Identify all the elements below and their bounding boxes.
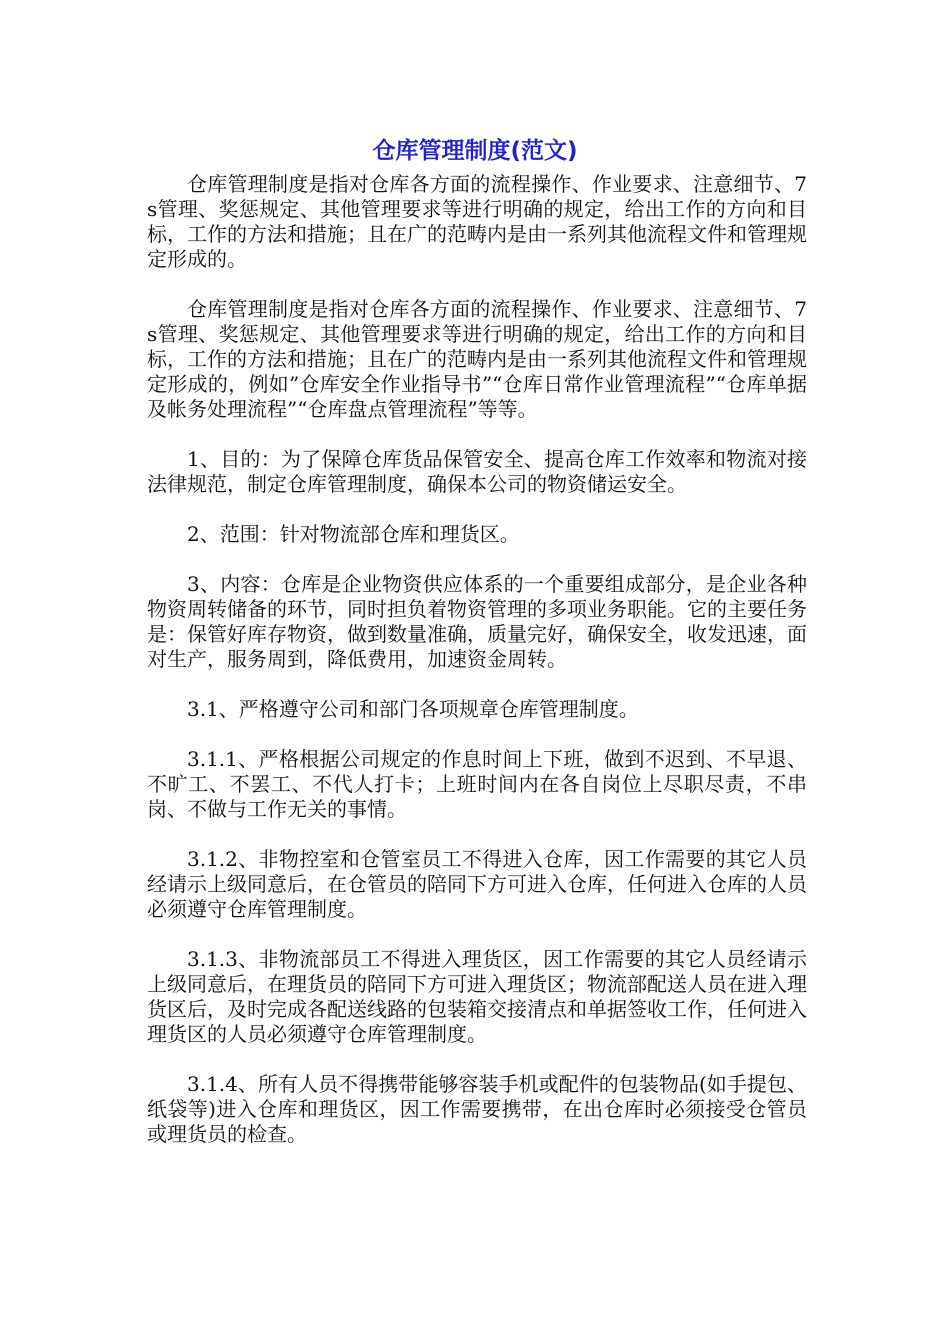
- paragraph-3-1-4: 3.1.4、所有人员不得携带能够容装手机或配件的包装物品(如手提包、纸袋等)进入仓库和理货区，因工作需要携带，在出仓库时必须接受仓管员或理货员的检查。: [147, 1072, 807, 1146]
- paragraph-3-1: 3.1、严格遵守公司和部门各项规章仓库管理制度。: [187, 697, 639, 721]
- paragraph-3-1-1: 3.1.1、严格根据公司规定的作息时间上下班，做到不迟到、不早退、不旷工、不罢工、不代人打卡；上班时间内在各自岗位上尽职尽责，不串岗、不做与工作无关的事情。: [147, 747, 807, 821]
- paragraph-content: 3、内容：仓库是企业物资供应体系的一个重要组成部分，是企业各种物资周转储备的环节，同时担负着物资管理的多项业务职能。它的主要任务是：保管好库存物资，做到数量准确，质量完好，确保安全，收发迅速，面对生产，服务周到，降低费用，加速资金周转。: [147, 572, 807, 671]
- paragraph-definition: 仓库管理制度是指对仓库各方面的流程操作、作业要求、注意细节、7s管理、奖惩规定、其他管理要求等进行明确的规定，给出工作的方向和目标，工作的方法和措施；且在广的范畴内是由一系列其他流程文件和管理规定形成的，例如”仓库安全作业指导书”“仓库日常作业管理流程”“仓库单据及帐务处理流程”“仓库盘点管理流程”等等。: [147, 297, 807, 421]
- paragraph-purpose: 1、目的：为了保障仓库货品保管安全、提高仓库工作效率和物流对接法律规范，制定仓库管理制度，确保本公司的物资储运安全。: [147, 447, 807, 496]
- paragraph-intro: 仓库管理制度是指对仓库各方面的流程操作、作业要求、注意细节、7s管理、奖惩规定、其他管理要求等进行明确的规定，给出工作的方向和目标，工作的方法和措施；且在广的范畴内是由一系列其他流程文件和管理规定形成的。: [147, 172, 807, 271]
- paragraph-scope: 2、范围：针对物流部仓库和理货区。: [187, 522, 520, 546]
- document-body: [147, 172, 807, 1172]
- paragraph-3-1-3: 3.1.3、非物流部员工不得进入理货区，因工作需要的其它人员经请示上级同意后，在理货员的陪同下方可进入理货区；物流部配送人员在进入理货区后，及时完成各配送线路的包装箱交接清点和单据签收工作，任何进入理货区的人员必须遵守仓库管理制度。: [147, 947, 807, 1046]
- document-title: 仓库管理制度(范文): [372, 138, 578, 164]
- paragraph-3-1-2: 3.1.2、非物控室和仓管室员工不得进入仓库，因工作需要的其它人员经请示上级同意后，在仓管员的陪同下方可进入仓库，任何进入仓库的人员必须遵守仓库管理制度。: [147, 847, 807, 921]
